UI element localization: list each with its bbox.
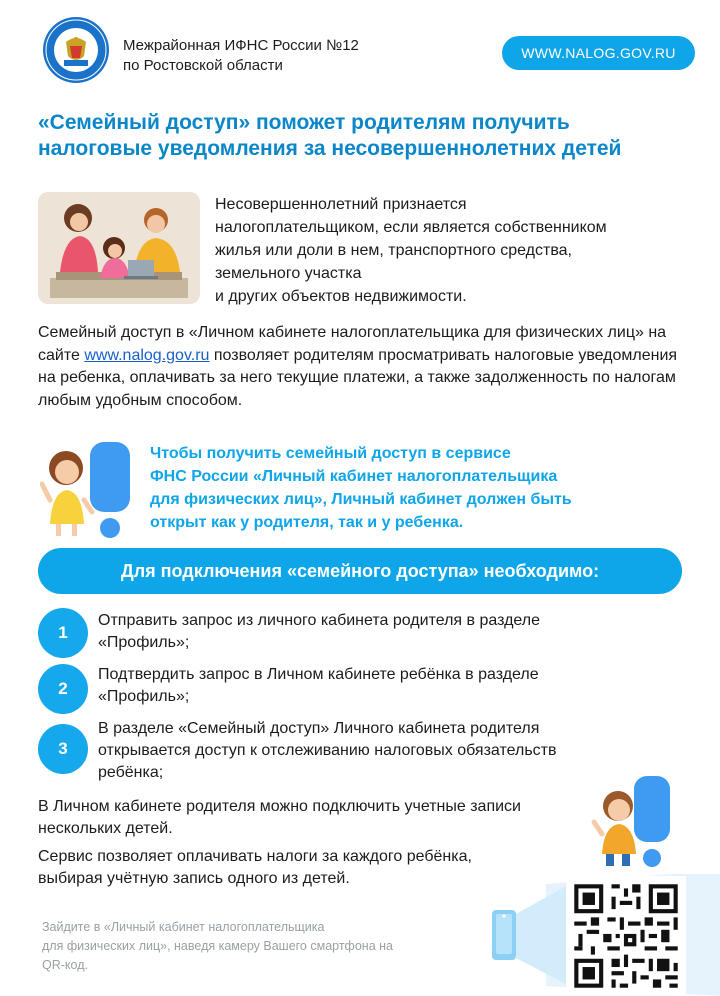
intro-line: налогоплательщиком, если является собственником: [215, 219, 607, 236]
multiple-children-paragraph: [38, 796, 618, 840]
access-requirement-note: [150, 442, 690, 534]
multi-line: нескольких детей.: [38, 820, 173, 837]
note-line: для физических лиц», Личный кабинет должен быть: [150, 491, 572, 508]
intro-line: Несовершеннолетний признается: [215, 196, 467, 213]
footer-line: QR-код.: [42, 958, 88, 972]
note-line: Чтобы получить семейный доступ в сервисе: [150, 445, 511, 462]
organization-name: [123, 36, 359, 76]
step-line: В разделе «Семейный доступ» Личного кабинета родителя: [98, 720, 540, 737]
step-2: [38, 664, 678, 714]
website-badge[interactable]: WWW.NALOG.GOV.RU: [502, 36, 695, 70]
step-line: Подтвердить запрос в Личном кабинете ребёнка в разделе: [98, 666, 539, 683]
steps-banner: Для подключения «семейного доступа» необходимо:: [38, 548, 682, 594]
step-number-badge: 3: [38, 724, 88, 774]
access-text-before: Семейный доступ в «Личном кабинете налогоплательщика для физических лиц» на сайте: [38, 324, 667, 364]
step-text: [98, 664, 658, 708]
access-paragraph: [38, 322, 688, 412]
step-1: [38, 608, 678, 658]
intro-line: и других объектов недвижимости.: [215, 288, 467, 305]
step-text: [98, 718, 658, 784]
access-text-after: позволяет родителям просматривать налоговые уведомления на ребенка, оплачивать за него текущие платежи, а также задолженность по налогам любым удобным способом.: [38, 346, 678, 409]
multi-line: В Личном кабинете родителя можно подключить учетные записи: [38, 798, 521, 815]
qr-instruction: [42, 918, 482, 975]
step-text: [98, 610, 658, 654]
intro-paragraph: [215, 193, 695, 308]
step-number-badge: 1: [38, 608, 88, 658]
qr-card: [566, 876, 686, 996]
fns-emblem-logo: [42, 16, 110, 84]
nalog-link[interactable]: www.nalog.gov.ru: [84, 346, 210, 364]
footer-line: для физических лиц», наведя камеру Вашего смартфона на: [42, 939, 393, 953]
step-3: [38, 720, 678, 790]
page-title: «Семейный доступ» поможет родителям получить налоговые уведомления за несовершеннолетних детей: [38, 111, 622, 160]
step-line: открывается доступ к отслеживанию налоговых обязательств: [98, 742, 557, 759]
org-line-1: Межрайонная ИФНС России №12: [123, 37, 359, 54]
header: [0, 0, 720, 96]
note-line: ФНС России «Личный кабинет налогоплательщика: [150, 468, 558, 485]
step-line: Отправить запрос из личного кабинета родителя в разделе: [98, 612, 541, 629]
step-number-badge: 2: [38, 664, 88, 714]
family-illustration: [38, 192, 200, 304]
qr-code[interactable]: [566, 876, 686, 996]
intro-line: земельного участка: [215, 265, 362, 282]
org-line-2: по Ростовской области: [123, 57, 283, 74]
note-line: открыт как у родителя, так и у ребенка.: [150, 514, 464, 531]
step-line: «Профиль»;: [98, 688, 190, 705]
pay-line: Сервис позволяет оплачивать налоги за каждого ребёнка,: [38, 848, 472, 865]
intro-line: жилья или доли в нем, транспортного средства,: [215, 242, 572, 259]
boy-exclamation-illustration: [590, 772, 690, 872]
step-line: ребёнка;: [98, 764, 164, 781]
footer-line: Зайдите в «Личный кабинет налогоплательщика: [42, 920, 325, 934]
step-line: «Профиль»;: [98, 634, 190, 651]
girl-exclamation-illustration: [40, 440, 140, 542]
pay-line: выбирая учётную запись одного из детей.: [38, 870, 350, 887]
